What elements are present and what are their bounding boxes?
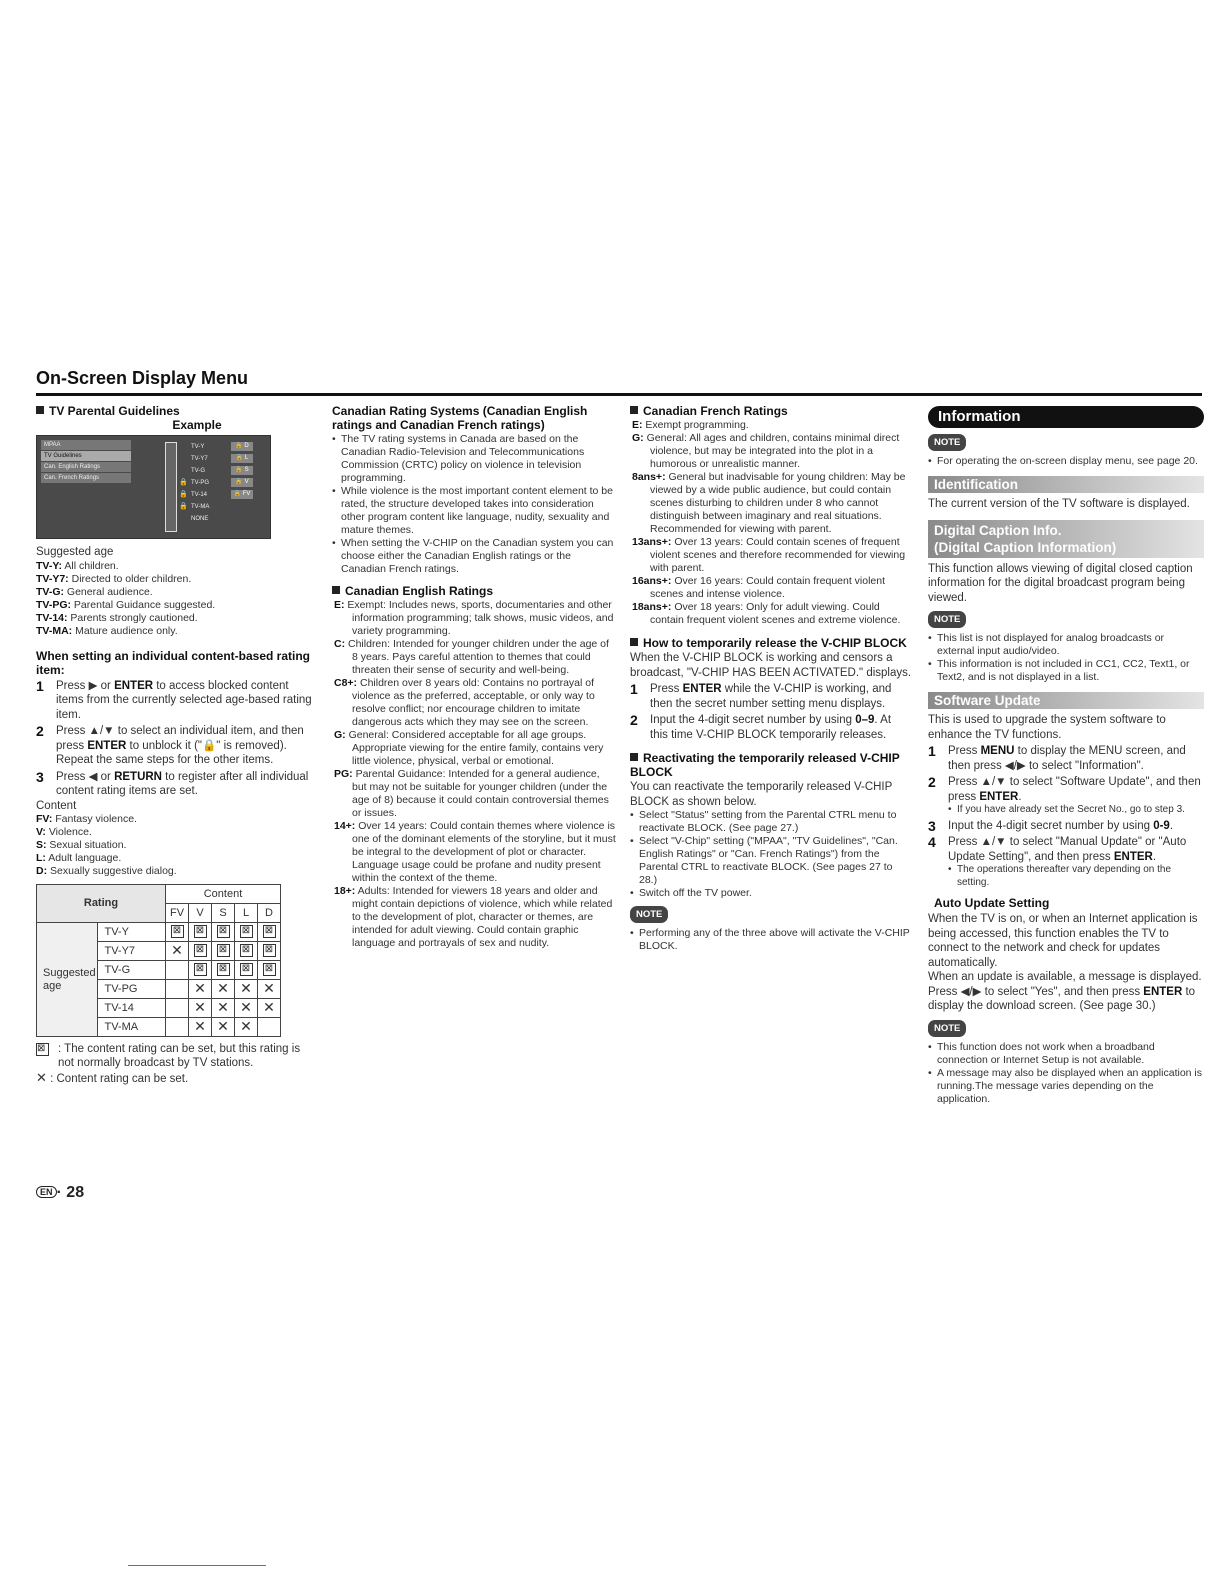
rating-definition: TV-PG: Parental Guidance suggested. — [36, 598, 216, 611]
software-update-steps — [928, 744, 1204, 889]
rating-mark-cell — [235, 980, 258, 999]
digital-caption-title: Digital Caption Info. (Digital Caption Information) — [928, 520, 1204, 558]
column-canadian-systems — [332, 404, 616, 950]
square-bullet-icon — [36, 406, 44, 414]
reactivate-intro: You can reactivate the temporarily released V-CHIP BLOCK as shown below. — [630, 781, 893, 808]
rating-definition: TV-MA: Mature audience only. — [36, 624, 178, 637]
example-rating-list — [179, 441, 267, 525]
boxed-x-icon: ⊠ — [194, 925, 207, 938]
content-rating-heading: When setting an individual content-based rating item: — [36, 648, 311, 677]
example-menu-list — [41, 440, 131, 484]
rating-name-cell: TV-MA — [98, 1018, 166, 1037]
french-rating-definition: 16ans+: Over 16 years: Could contain frequent violent scenes and intense violence. — [632, 575, 886, 600]
x-mark-icon: ✕ — [194, 980, 206, 996]
rating-mark-cell — [166, 999, 189, 1018]
lock-icon: 🔒 — [179, 491, 188, 498]
square-bullet-icon — [630, 638, 638, 646]
boxed-x-icon: ⊠ — [240, 925, 253, 938]
reactivate-bullet: • Select "Status" setting from the Parental CTRL menu to reactivate BLOCK. (See page 27.) — [630, 809, 912, 835]
vchip-note — [630, 927, 912, 953]
rating-mark-cell — [258, 999, 281, 1018]
release-step-1: 1 Press ENTER while the V-CHIP is working, and then the secret number setting menu displays. — [630, 681, 892, 710]
sw-step-3: 3 Input the 4-digit secret number by using 0-9. — [928, 817, 1174, 834]
sw-step-1: 1 Press MENU to display the MENU screen, and then press ◀/▶ to select "Information". — [928, 743, 1186, 772]
x-mark-icon: ✕ — [263, 980, 275, 996]
canadian-systems-bullet: • The TV rating systems in Canada are based on the Canadian Radio-Television and Telecommunications Commission (CRTC) policy on violence in television programming. — [332, 433, 616, 485]
example-rating-row: 🔒 TV-PG 🔒 V — [187, 477, 267, 489]
rating-mark-cell — [235, 999, 258, 1018]
canadian-systems-bullet: • While violence is the most important content element to be rated, the structure developed takes into consideration other program content like language, nudity, sexuality and mature themes. — [332, 485, 616, 537]
content-lock-box: 🔒 L — [231, 454, 253, 463]
canadian-systems-heading: Canadian Rating Systems (Canadian English ratings and Canadian French ratings) — [332, 404, 588, 432]
example-rating-row: TV-G 🔒 S — [187, 465, 267, 477]
step-1: 1 Press ▶ or ENTER to access blocked content items from the currently selected age-based rating item. — [36, 677, 312, 721]
english-rating-definition: C8+: Children over 8 years old: Contains no portrayal of violence as the preferred, acceptable, or only way to resolve conflict; nor encourage children to imitate dangerous acts which they may see on the screen. — [334, 677, 595, 728]
x-mark-icon: ✕ — [194, 1018, 206, 1034]
rating-mark-cell — [189, 980, 212, 999]
auto-update-note — [928, 1041, 1204, 1106]
x-mark-icon: ✕ — [263, 999, 275, 1015]
lock-icon: 🔒 — [179, 479, 188, 486]
content-definition: D: Sexually suggestive dialog. — [36, 865, 177, 877]
content-col-header: L — [235, 904, 258, 923]
rating-definition: TV-14: Parents strongly cautioned. — [36, 611, 198, 624]
lock-icon: 🔒 — [179, 503, 188, 510]
square-bullet-icon — [630, 406, 638, 414]
en-badge-icon: EN — [36, 1186, 57, 1198]
rating-mark-cell — [166, 961, 189, 980]
rating-definitions — [36, 560, 318, 638]
digital-caption-text: This function allows viewing of digital closed caption information for the digital broadcast program being viewed. — [928, 562, 1193, 604]
sw-step-2: 2 Press ▲/▼ to select "Software Update", and then press ENTER. • If you have already set the Secret No., go to step 3. — [928, 775, 1204, 817]
rating-mark-cell — [212, 923, 235, 942]
rating-mark-cell — [166, 980, 189, 999]
content-definition: S: Sexual situation. — [36, 839, 127, 851]
information-title: Information — [928, 406, 1204, 428]
example-label: Example — [172, 418, 222, 432]
note-badge: NOTE — [928, 1020, 966, 1037]
canadian-systems-bullets — [332, 433, 616, 576]
suggested-age-cell: Suggested age — [37, 923, 98, 1037]
reactivate-heading: Reactivating the temporarily released V-CHIP BLOCK — [630, 751, 900, 779]
example-menu-item: MPAA — [41, 440, 131, 450]
column-information — [928, 404, 1204, 1106]
boxed-x-icon: ⊠ — [217, 963, 230, 976]
square-bullet-icon — [332, 586, 340, 594]
rating-mark-cell — [235, 923, 258, 942]
example-rating-row: TV-Y7 🔒 L — [187, 453, 267, 465]
english-rating-definition: C: Children: Intended for younger children under the age of 8 years. Pays careful attention to themes that could threaten their sense of security and well-being. — [334, 638, 609, 676]
content-lock-box: 🔒 S — [231, 466, 253, 475]
boxed-x-icon: ⊠ — [171, 925, 184, 938]
example-rating-bar — [165, 442, 177, 532]
sw-step-4-note: • The operations thereafter vary depending on the setting. — [948, 864, 1204, 889]
reactivate-bullets — [630, 809, 912, 900]
note-badge: NOTE — [928, 611, 966, 628]
reactivate-bullet: • Switch off the TV power. — [630, 887, 912, 900]
french-ratings-heading: Canadian French Ratings — [630, 404, 912, 418]
auto-update-title: Auto Update Setting — [934, 896, 1050, 910]
rating-mark-cell — [212, 942, 235, 961]
software-update-title: Software Update — [928, 692, 1204, 709]
french-rating-definition: E: Exempt programming. — [632, 419, 749, 431]
content-label: Content — [36, 799, 77, 812]
x-mark-icon: ✕ — [171, 942, 183, 958]
rating-name-cell: TV-Y7 — [98, 942, 166, 961]
content-col-header: S — [212, 904, 235, 923]
english-rating-definition: E: Exempt: Includes news, sports, documentaries and other information programming; talk shows, music videos, and variety programming. — [334, 599, 614, 637]
page-number: EN · 28 — [36, 1184, 84, 1202]
rating-mark-cell — [166, 942, 189, 961]
english-rating-definition: PG: Parental Guidance: Intended for a general audience, but may not be suitable for younger children (under the age of 8) because it could contain controversial themes or issues. — [334, 768, 609, 819]
example-rating-row: NONE — [191, 516, 209, 522]
digital-caption-note — [928, 632, 1204, 684]
x-mark-icon: ✕ — [217, 1018, 229, 1034]
english-rating-definition: G: General: Considered acceptable for all age groups. Appropriate viewing for the entire family, contains very little violence, physical, verbal or emotional. — [334, 729, 604, 767]
example-rating-row: 🔒 TV-MA — [187, 501, 267, 513]
rating-mark-cell — [258, 980, 281, 999]
french-rating-definition: G: General: All ages and children, contains minimal direct violence, but may be integrated into the plot in a humorous or unrealistic manner. — [632, 432, 900, 470]
rating-mark-cell — [212, 980, 235, 999]
french-rating-definition: 13ans+: Over 13 years: Could contain scenes of frequent violent scenes and therefore recommended for viewing with parent. — [632, 536, 906, 574]
rating-mark-cell — [258, 961, 281, 980]
english-rating-definition: 14+: Over 14 years: Could contain themes where violence is one of the dominant elements of the storyline, but it must be integral to the development of plot or character. Language usage could be profane and nudity present within the context of the theme. — [334, 820, 616, 884]
rating-name-cell: TV-14 — [98, 999, 166, 1018]
boxed-x-icon: ⊠ — [217, 944, 230, 957]
release-intro: When the V-CHIP BLOCK is working and censors a broadcast, "V-CHIP HAS BEEN ACTIVATED." displays. — [630, 652, 912, 679]
rating-mark-cell — [166, 923, 189, 942]
title-rule — [36, 393, 1202, 396]
rating-mark-cell — [166, 1018, 189, 1037]
boxed-x-icon: ⊠ — [240, 944, 253, 957]
rating-name-cell: TV-PG — [98, 980, 166, 999]
legend-boxed-x: ⊠ : The content rating can be set, but this rating is not normally broadcast by TV stations. — [37, 1043, 301, 1069]
page-title: On-Screen Display Menu — [36, 368, 249, 388]
note-bullet: • This function does not work when a broadband connection or Internet Setup is not available. — [928, 1041, 1204, 1067]
example-menu-item: Can. French Ratings — [41, 473, 131, 483]
rating-header: Rating — [37, 885, 166, 923]
rating-mark-cell — [189, 942, 212, 961]
note-badge: NOTE — [928, 434, 966, 451]
software-update-text: This is used to upgrade the system software to enhance the TV functions. — [928, 714, 1166, 741]
canadian-systems-bullet: • When setting the V-CHIP on the Canadian system you can choose either the Canadian English ratings or the Canadian French ratings. — [332, 537, 616, 576]
example-tv-screen — [36, 435, 271, 539]
release-heading: How to temporarily release the V-CHIP BLOCK — [630, 636, 912, 650]
step-3: 3 Press ◀ or RETURN to register after all individual content rating items are set. — [36, 768, 309, 797]
rating-mark-cell — [235, 961, 258, 980]
rating-mark-cell — [189, 1018, 212, 1037]
content-definition: V: Violence. — [36, 826, 92, 838]
boxed-x-icon: ⊠ — [263, 925, 276, 938]
note-bullet: • This information is not included in CC1, CC2, Text1, or Text2, and is not displayed in a list. — [928, 658, 1204, 684]
boxed-x-icon: ⊠ — [217, 925, 230, 938]
content-col-header: FV — [166, 904, 189, 923]
rating-name-cell: TV-Y — [98, 923, 166, 942]
square-bullet-icon — [630, 753, 638, 761]
rating-mark-cell — [258, 942, 281, 961]
x-mark-icon: ✕ — [240, 980, 252, 996]
rating-mark-cell — [258, 923, 281, 942]
content-steps — [36, 679, 318, 799]
rating-mark-cell — [189, 961, 212, 980]
boxed-x-icon: ⊠ — [194, 963, 207, 976]
rating-mark-cell — [189, 923, 212, 942]
content-definition: FV: Fantasy violence. — [36, 813, 137, 825]
rating-definition: TV-G: General audience. — [36, 585, 153, 598]
french-rating-definition: 8ans+: General but inadvisable for young children: May be viewed by a wide public audience, but could contain scenes disturbing to children under 8 who cannot distinguish between imaginary and real situations. Recommended for viewing with parent. — [632, 471, 906, 535]
x-mark-icon: ✕ — [240, 1018, 252, 1034]
release-step-2: 2 Input the 4-digit secret number by using 0–9. At this time V-CHIP BLOCK temporarily releases. — [630, 712, 892, 741]
example-menu-item: TV Guidelines — [41, 451, 131, 461]
english-ratings-heading: Canadian English Ratings — [332, 584, 616, 598]
english-rating-definition: 18+: Adults: Intended for viewers 18 years and older and might contain depictions of violence, which while related to the development of plot, character or themes, are intended for adult viewing. Could contain graphic language and portrayals of sex and nudity. — [334, 885, 613, 949]
rating-mark-cell — [212, 1018, 235, 1037]
release-steps — [630, 682, 912, 742]
step-2: 2 Press ▲/▼ to select an individual item, and then press ENTER to unblock it ("🔒" is removed). Repeat the same steps for the other items. — [36, 723, 304, 766]
identification-text: The current version of the TV software is displayed. — [928, 498, 1190, 510]
content-lock-box: 🔒 FV — [231, 490, 253, 499]
column-tv-parental — [36, 404, 318, 1086]
content-header: Content — [166, 885, 281, 904]
bottom-link-line — [128, 1565, 266, 1566]
auto-update-text-2: When an update is available, a message is displayed. Press ◀/▶ to select "Yes", and then press ENTER to display the download screen. (See page 30.) — [928, 971, 1202, 1012]
content-lock-box: 🔒 D — [231, 442, 253, 451]
identification-title: Identification — [928, 476, 1204, 493]
suggested-age-label: Suggested age — [36, 546, 114, 558]
boxed-x-icon: ⊠ — [36, 1043, 49, 1056]
sw-step-4: 4 Press ▲/▼ to select "Manual Update" or "Auto Update Setting", and then press ENTER. • The operations thereafter vary depending on the setting. — [928, 835, 1204, 889]
content-col-header: V — [189, 904, 212, 923]
note-badge: NOTE — [630, 906, 668, 923]
rating-mark-cell — [258, 1018, 281, 1037]
note-bullet: • Performing any of the three above will activate the V-CHIP BLOCK. — [630, 927, 912, 953]
french-rating-definition: 18ans+: Over 18 years: Only for adult viewing. Could contain frequent violent scenes and extreme violence. — [632, 601, 901, 626]
content-definitions — [36, 813, 318, 878]
note-bullet: • For operating the on-screen display menu, see page 20. — [928, 455, 1204, 468]
example-rating-row: 🔒 TV-14 🔒 FV — [187, 489, 267, 501]
rating-definition: TV-Y: All children. — [36, 559, 119, 572]
content-lock-box: 🔒 V — [231, 478, 253, 487]
sw-step-2-note: • If you have already set the Secret No., go to step 3. — [948, 804, 1204, 817]
rating-content-table — [36, 884, 281, 1037]
rating-mark-cell — [189, 999, 212, 1018]
legend-x: ✕ : Content rating can be set. — [36, 1070, 189, 1085]
content-col-header: D — [258, 904, 281, 923]
example-menu-item: Can. English Ratings — [41, 462, 131, 472]
boxed-x-icon: ⊠ — [240, 963, 253, 976]
french-ratings-list — [630, 419, 912, 627]
note-bullet: • A message may also be displayed when an application is running.The message varies depending on the application. — [928, 1067, 1204, 1106]
note-bullet: • This list is not displayed for analog broadcasts or external input audio/video. — [928, 632, 1204, 658]
x-mark-icon: ✕ — [240, 999, 252, 1015]
rating-name-cell: TV-G — [98, 961, 166, 980]
rating-mark-cell — [235, 1018, 258, 1037]
x-mark-icon: ✕ — [217, 980, 229, 996]
english-ratings-list — [332, 599, 616, 950]
example-rating-row: TV-Y 🔒 D — [187, 441, 267, 453]
boxed-x-icon: ⊠ — [194, 944, 207, 957]
x-mark-icon: ✕ — [36, 1070, 47, 1085]
rating-mark-cell — [212, 999, 235, 1018]
rating-mark-cell — [235, 942, 258, 961]
boxed-x-icon: ⊠ — [263, 963, 276, 976]
x-mark-icon: ✕ — [217, 999, 229, 1015]
x-mark-icon: ✕ — [194, 999, 206, 1015]
tv-parental-heading: TV Parental Guidelines — [36, 404, 318, 418]
rating-mark-cell — [212, 961, 235, 980]
information-note — [928, 455, 1204, 468]
reactivate-bullet: • Select "V-Chip" setting ("MPAA", "TV Guidelines", "Can. English Ratings" or "Can. French Ratings") from the Parental CTRL to reactivate BLOCK. (See pages 27 to 28.) — [630, 835, 912, 887]
rating-definition: TV-Y7: Directed to older children. — [36, 572, 192, 585]
auto-update-text: When the TV is on, or when an Internet application is being accessed, this function enables the TV to connect to the network and check for updates automatically. — [928, 913, 1198, 969]
column-french-vchip — [630, 404, 912, 953]
boxed-x-icon: ⊠ — [263, 944, 276, 957]
content-definition: L: Adult language. — [36, 852, 122, 864]
